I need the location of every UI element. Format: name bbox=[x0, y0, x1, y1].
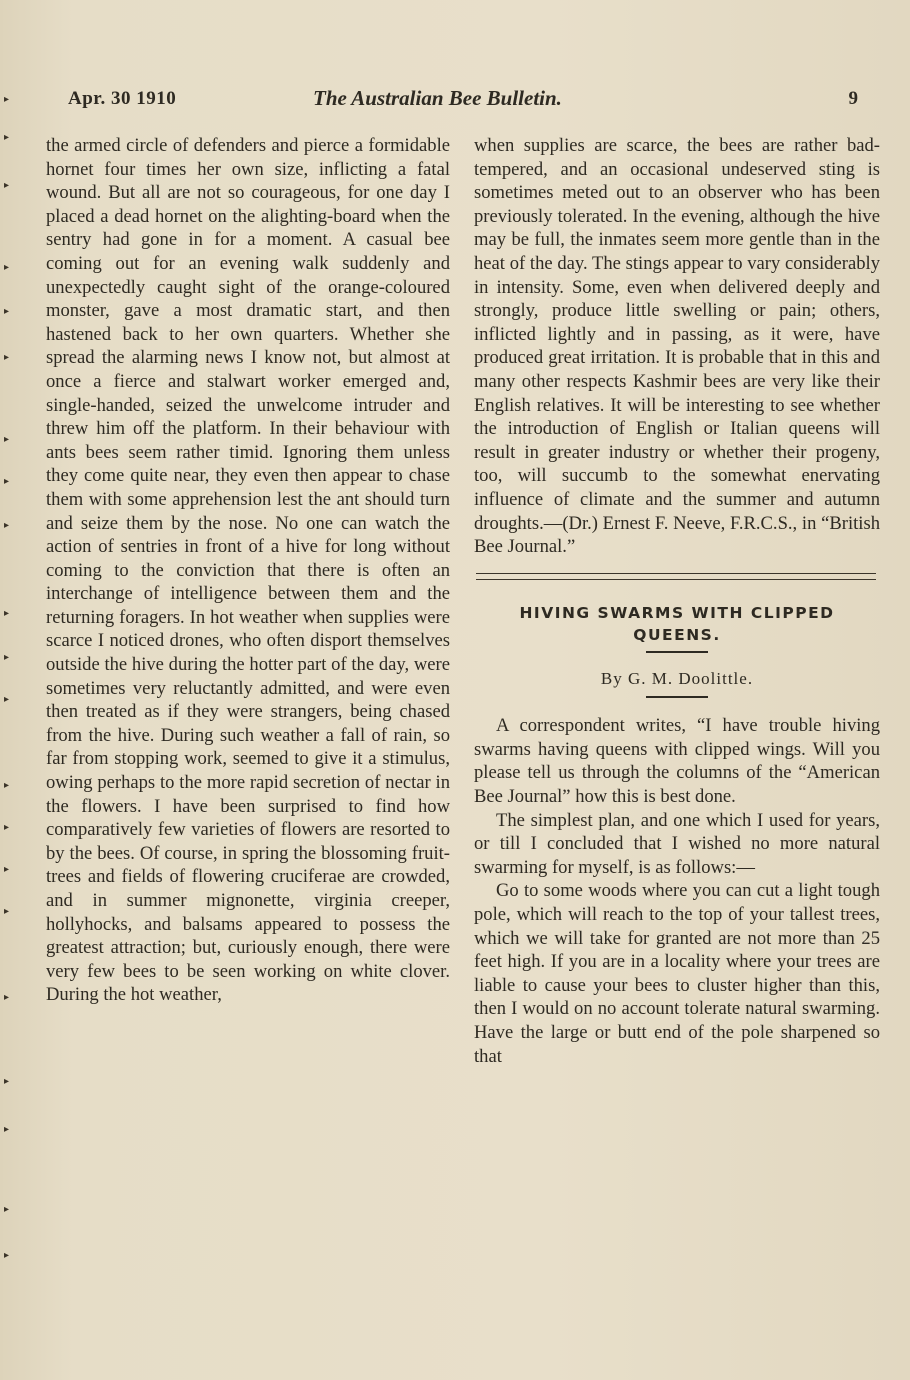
margin-mark: ▸ bbox=[4, 132, 10, 143]
article-title bbox=[474, 602, 880, 646]
article-paragraph: Go to some woods where you can cut a light tough pole, which will reach to the top of your tallest trees, which we will take for granted are not more than 25 feet high. If you are in a locality where your trees are liable to cause your bees to cluster higher than this, then I would on no account tolerate natural swarming. Have the large or butt end of the pole sharpened so that bbox=[474, 880, 880, 1067]
margin-mark: ▸ bbox=[4, 780, 10, 791]
binding-margin-marks bbox=[0, 80, 24, 1310]
margin-mark: ▸ bbox=[4, 608, 10, 619]
margin-mark: ▸ bbox=[4, 476, 10, 487]
margin-mark: ▸ bbox=[4, 822, 10, 833]
article-title-line: QUEENS. bbox=[633, 625, 721, 644]
margin-mark: ▸ bbox=[4, 992, 10, 1003]
margin-mark: ▸ bbox=[4, 1124, 10, 1135]
margin-mark: ▸ bbox=[4, 434, 10, 445]
margin-mark: ▸ bbox=[4, 652, 10, 663]
article-divider bbox=[476, 573, 876, 580]
right-column bbox=[474, 134, 880, 1068]
margin-mark: ▸ bbox=[4, 520, 10, 531]
continued-article-text: when supplies are scarce, the bees are rather bad-tempered, and an occasional undeserved sting is sometimes meted out to an observer who has been previously tolerated. In the evening, although the hive may be full, the inmates seem more gentle than in the heat of the day. The stings appear to vary considerably in intensity. Some, even when delivered deeply and strongly, produce little swelling or pain; others, inflicted lightly and in passing, as it were, have produced great irritation. It is probable that in this and many other respects Kashmir bees are very like their English relatives. It will be interesting to see whether the introduction of English or Italian queens will result in greater industry or whether their progeny, too, will succumb to the somewhat enervating influence of climate and the summer and autumn droughts.—(Dr.) Ernest F. Neeve, F.R.C.S., in “British Bee Journal.” bbox=[474, 135, 880, 558]
article-paragraph: The simplest plan, and one which I used for years, or till I concluded that I wished no more natural swarming for myself, is as follows:— bbox=[474, 809, 880, 878]
margin-mark: ▸ bbox=[4, 1076, 10, 1087]
page-header bbox=[68, 88, 858, 118]
article-paragraph: A correspondent writes, “I have trouble hiving swarms having queens with clipped wings. Will you please tell us through the columns of the “American Bee Journal” how this is best done. bbox=[474, 715, 880, 808]
left-column bbox=[46, 134, 450, 1007]
publication-title: The Australian Bee Bulletin. bbox=[313, 86, 562, 110]
margin-mark: ▸ bbox=[4, 94, 10, 105]
article-title-line: HIVING SWARMS WITH CLIPPED bbox=[519, 603, 835, 622]
margin-mark: ▸ bbox=[4, 262, 10, 273]
margin-mark: ▸ bbox=[4, 1250, 10, 1261]
margin-mark: ▸ bbox=[4, 694, 10, 705]
margin-mark: ▸ bbox=[4, 1204, 10, 1215]
margin-mark: ▸ bbox=[4, 906, 10, 917]
title-rule bbox=[646, 651, 708, 653]
margin-mark: ▸ bbox=[4, 352, 10, 363]
header-date: Apr. 30 1910 bbox=[68, 88, 177, 109]
byline: By G. M. Doolittle. bbox=[600, 668, 754, 688]
byline-rule bbox=[646, 696, 708, 698]
margin-mark: ▸ bbox=[4, 180, 10, 191]
margin-mark: ▸ bbox=[4, 306, 10, 317]
margin-mark: ▸ bbox=[4, 864, 10, 875]
left-paragraph: the armed circle of defenders and pierce a formidable hornet four times her own size, inflicting a fatal wound. But all are not so courageous, for one day I placed a dead hornet on the alighting-board when the sentry had gone in for a moment. A casual bee coming out for an evening walk suddenly and unexpectedly caught sight of the orange-coloured monster, gave a most dramatic start, and then hastened back to her own quarters. Whether she spread the alarming news I know not, but almost at once a fierce and stalwart worker emerged and, single-handed, seized the unwelcome intruder and threw him off the platform. In their behaviour with ants bees seem rather timid. Ignoring them unless they come quite near, they even then appear to chase them with some apprehension lest the ant should turn and seize them by the nose. No one can watch the action of sentries in front of a hive for long without coming to the conviction that there is often an interchange of intelligence between them and the returning foragers. In hot weather when supplies were scarce I noticed drones, who often disport themselves outside the hive during the hotter part of the day, were sometimes very reluctantly admitted, and were even then treated as if they were strangers, being chased from the hive. During such weather a fall of rain, so far from stopping work, seemed to give it a stimulus, owing perhaps to the more rapid secretion of nectar in the flowers. I have been surprised to find how comparatively few varieties of flowers are resorted to by the bees. Of course, in spring the blossoming fruit-trees and fields of flowering cruciferae are crowded, and in summer mignonette, virginia creeper, hollyhocks, and balsams appeared to possess the greatest attraction; but, curiously enough, there were very few bees to be seen working on white clover. During the hot weather, bbox=[46, 135, 450, 1006]
page-number: 9 bbox=[848, 88, 858, 109]
